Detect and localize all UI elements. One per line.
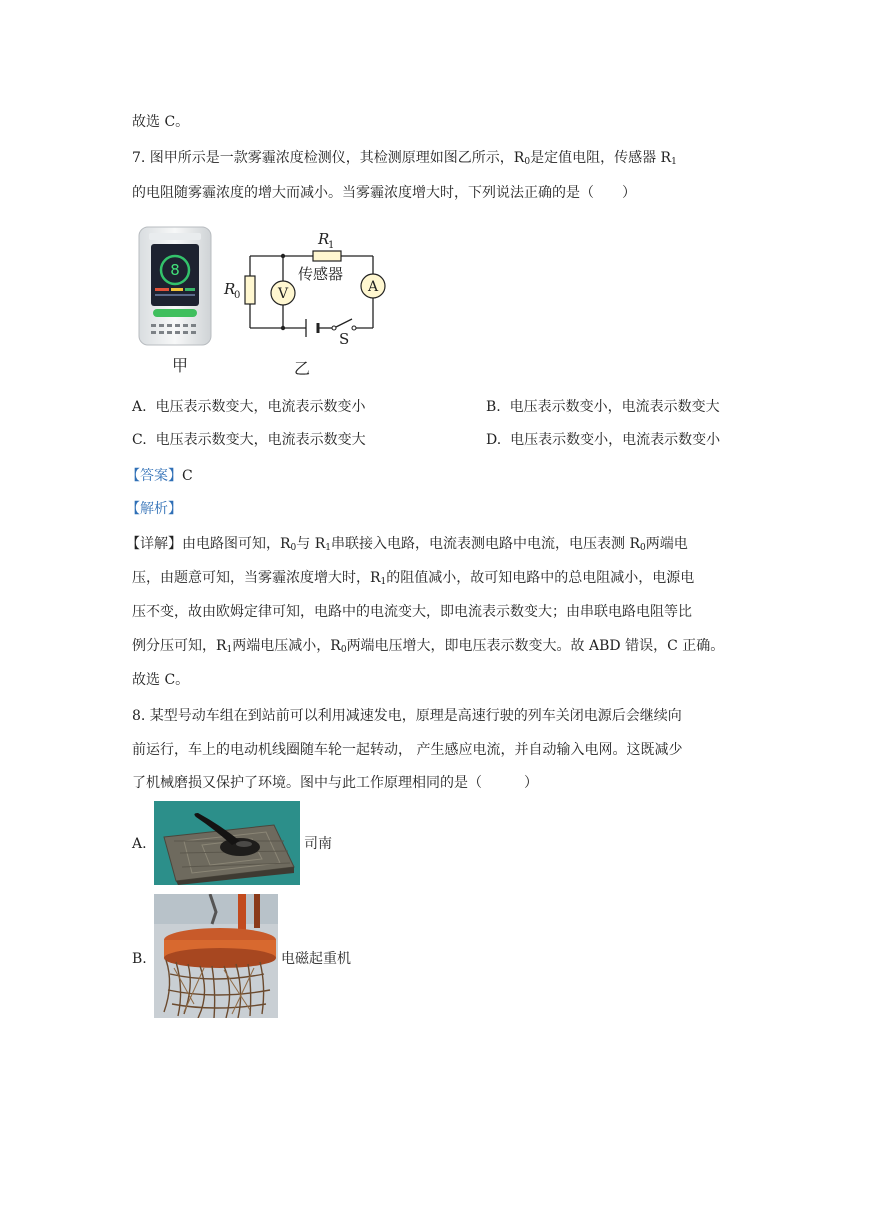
detail-text: 两端电压减小，R: [232, 638, 341, 654]
q8-stem-line1: 8. 某型号动车组在到站前可以利用减速发电，原理是高速行驶的列车关闭电源后会继续向: [132, 708, 682, 724]
option-key: D.: [486, 432, 502, 448]
answer-tag: 【答案】: [126, 468, 182, 484]
figure-yi-circuit: [218, 224, 394, 356]
r0-label: R: [224, 280, 236, 298]
crane-illustration: [154, 894, 278, 1018]
figure-label-yi: 乙: [294, 359, 311, 378]
switch-lever: [336, 319, 352, 327]
detail-text: 两端电: [645, 536, 688, 552]
q7-option-c: [132, 430, 366, 450]
option-text: 电压表示数变小，电流表示数变大: [509, 399, 720, 415]
option-key: A.: [132, 399, 147, 415]
voltmeter-label: V: [277, 286, 289, 302]
q7-text: 是定值电阻，传感器 R: [530, 150, 672, 166]
option-text: 电压表示数变小，电流表示数变小: [510, 432, 721, 448]
q7-option-d: [486, 430, 720, 450]
figure-jia-device: [135, 224, 215, 348]
detail-text: 的阻值减小，故可知电路中的总电阻减小，电源电: [386, 570, 695, 586]
detail-text: 由电路图可知，R: [182, 536, 291, 552]
prev-conclusion: 故选 C。: [132, 114, 190, 130]
option-key: B.: [486, 399, 501, 415]
q7-detail-line2: [132, 568, 694, 592]
subscript: 1: [380, 577, 387, 587]
sinan-photo: [154, 801, 300, 885]
subscript: 1: [226, 645, 233, 655]
detail-text: 两端电压增大，即电压表示数变大。故 ABD 错误，C 正确。: [346, 638, 725, 654]
q8-option-b-key: B.: [132, 951, 147, 967]
subscript: 0: [340, 645, 347, 655]
q8-option-a-caption: 司南: [304, 836, 332, 852]
detail-text: 例分压可知，R: [132, 638, 227, 654]
q7-detail-line3: 压不变，故由欧姆定律可知，电路中的电流变大，即电流表示数变大；由串联电路电阻等比: [132, 604, 692, 620]
circuit-diagram: [218, 224, 394, 356]
q8-stem-line2: 前运行，车上的电动机线圈随车轮一起转动， 产生感应电流，并自动输入电网。这既减少: [132, 742, 683, 758]
answer-value: C: [182, 468, 193, 484]
r1-subscript: 1: [328, 240, 335, 251]
sensor-label: 传感器: [298, 265, 344, 283]
detail-text: 串联接入电路，电流表测电路中电流，电压表测 R: [331, 536, 641, 552]
q8-option-b-caption: 电磁起重机: [281, 951, 351, 967]
detector-device-illustration: [135, 224, 215, 348]
q7-detail-line5: 故选 C。: [132, 672, 190, 688]
detail-tag: 【详解】: [126, 536, 182, 552]
resistor-r1: [313, 251, 341, 261]
detail-text: 压，由题意可知，当雾霾浓度增大时，R: [132, 570, 381, 586]
q7-detail-line1: [126, 534, 688, 558]
switch-label: S: [339, 330, 350, 348]
option-text: 电压表示数变大，电流表示数变大: [155, 432, 366, 448]
device-display-digit: 8: [170, 261, 180, 279]
q7-option-a: [132, 397, 365, 417]
q8-stem-line3: 了机械磨损又保护了环境。图中与此工作原理相同的是（ ）: [132, 775, 538, 791]
resistor-r0: [245, 276, 255, 304]
q8-option-a-key: A.: [132, 836, 147, 852]
subscript: 0: [290, 543, 297, 553]
electromagnetic-crane-photo: [154, 894, 278, 1018]
option-text: 电压表示数变大，电流表示数变小: [155, 399, 366, 415]
option-key: C.: [132, 432, 147, 448]
q7-stem-line2: 的电阻随雾霾浓度的增大而减小。当雾霾浓度增大时，下列说法正确的是（ ）: [132, 185, 636, 201]
subscript: 0: [524, 157, 531, 167]
q7-stem-line1: [132, 148, 677, 172]
subscript: 1: [671, 157, 677, 167]
q7-analysis-tag: [126, 499, 182, 519]
subscript: 0: [640, 543, 646, 553]
analysis-tag: 【解析】: [126, 501, 182, 517]
ammeter-label: A: [367, 279, 379, 295]
detail-text: 与 R: [296, 536, 326, 552]
q7-answer: [126, 466, 193, 486]
q7-detail-line4: [132, 636, 724, 660]
q7-option-b: [486, 397, 720, 417]
q7-text: 7. 图甲所示是一款雾霾浓度检测仪，其检测原理如图乙所示，R: [132, 150, 525, 166]
subscript: 1: [325, 543, 332, 553]
r0-subscript: 0: [234, 290, 241, 301]
sinan-compass-illustration: [154, 801, 300, 885]
r1-label: R: [318, 230, 330, 248]
figure-label-jia: 甲: [172, 356, 189, 375]
